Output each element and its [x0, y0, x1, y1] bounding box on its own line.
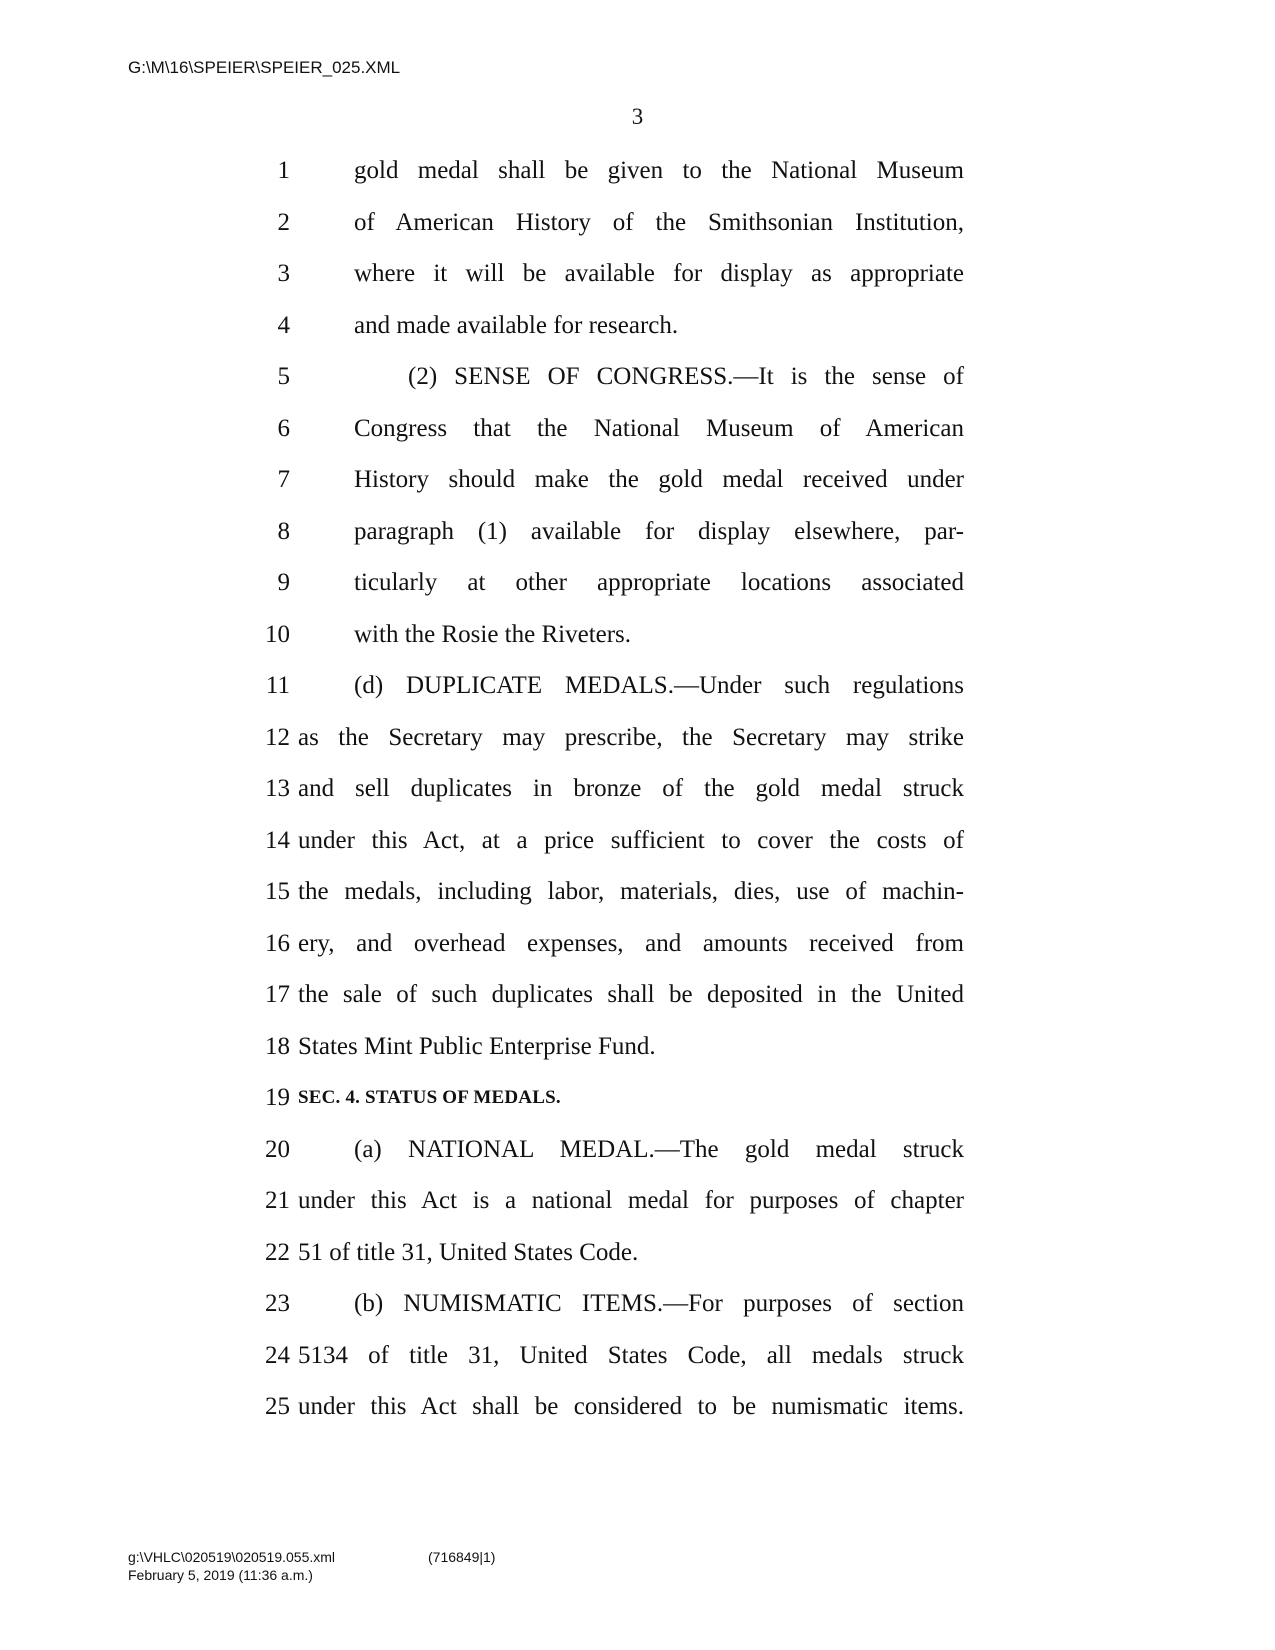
- line-number: 23: [265, 1290, 290, 1317]
- bill-line: [0, 1020, 1275, 1074]
- line-number: 16: [265, 929, 290, 957]
- line-number: 17: [265, 981, 290, 1008]
- bill-line: [0, 1277, 1275, 1331]
- bill-line: [0, 505, 1275, 559]
- line-number: 19: [265, 1084, 290, 1111]
- line-number: 4: [277, 311, 290, 339]
- bill-line: [0, 299, 1275, 353]
- line-number: 20: [265, 1135, 290, 1163]
- bill-line: [0, 1174, 1275, 1228]
- line-text: gold medal shall be given to the National Museum: [354, 157, 964, 184]
- line-text: 51 of title 31, United States Code.: [298, 1238, 639, 1266]
- section-heading: SEC. 4. STATUS OF MEDALS.: [298, 1087, 561, 1108]
- line-number: 2: [277, 208, 290, 236]
- line-number: 3: [277, 260, 290, 287]
- bill-line: [0, 144, 1275, 198]
- bill-line: [0, 814, 1275, 868]
- footer: [128, 1548, 496, 1584]
- line-number: 6: [277, 414, 290, 442]
- line-number: 5: [277, 363, 290, 390]
- bill-line: [0, 968, 1275, 1022]
- bill-line: [0, 608, 1275, 662]
- bill-line: [0, 762, 1275, 816]
- line-text: under this Act, at a price sufficient to cover the costs of: [298, 826, 964, 854]
- line-number: 24: [265, 1341, 290, 1369]
- line-number: 18: [265, 1032, 290, 1060]
- line-number: 14: [265, 826, 290, 854]
- bill-line: [0, 1123, 1275, 1177]
- bill-line: [0, 1380, 1275, 1434]
- footer-document-id: (716849|1): [428, 1549, 496, 1565]
- line-text: where it will be available for display as appropriate: [354, 260, 964, 287]
- bill-line: [0, 659, 1275, 713]
- line-number: 7: [277, 466, 290, 493]
- line-text: (d) DUPLICATE MEDALS.—Under such regulations: [354, 672, 964, 699]
- line-number: 22: [265, 1238, 290, 1266]
- line-number: 1: [277, 157, 290, 184]
- line-text: (a) NATIONAL MEDAL.—The gold medal struck: [354, 1135, 964, 1163]
- line-text: under this Act is a national medal for purposes of chapter: [298, 1187, 964, 1214]
- line-number: 21: [265, 1187, 290, 1214]
- line-number: 11: [265, 672, 290, 699]
- line-number: 12: [265, 723, 290, 751]
- line-text: as the Secretary may prescribe, the Secretary may strike: [298, 723, 964, 751]
- bill-line: [0, 917, 1275, 971]
- line-text: with the Rosie the Riveters.: [354, 620, 632, 648]
- footer-date: February 5, 2019 (11:36 a.m.): [128, 1567, 313, 1583]
- header-file-path: G:\M\16\SPEIER\SPEIER_025.XML: [128, 58, 401, 77]
- bill-line: [0, 1329, 1275, 1383]
- line-text: ticularly at other appropriate locations associated: [354, 569, 964, 596]
- line-text: under this Act shall be considered to be numismatic items.: [298, 1393, 964, 1420]
- bill-line: [0, 1226, 1275, 1280]
- line-number: 10: [265, 620, 290, 648]
- line-text: ery, and overhead expenses, and amounts received from: [298, 929, 964, 957]
- bill-line: [0, 556, 1275, 610]
- line-text: paragraph (1) available for display elsewhere, par-: [354, 517, 964, 545]
- footer-file-path: g:\VHLC\020519\020519.055.xml: [128, 1549, 336, 1565]
- line-text: (2) SENSE OF CONGRESS.—It is the sense of: [408, 363, 964, 390]
- line-number: 8: [277, 517, 290, 545]
- line-text: States Mint Public Enterprise Fund.: [298, 1032, 656, 1060]
- line-text: (b) NUMISMATIC ITEMS.—For purposes of section: [354, 1290, 964, 1317]
- line-text: the sale of such duplicates shall be deposited in the United: [298, 981, 964, 1008]
- bill-line: [0, 402, 1275, 456]
- line-number: 13: [265, 775, 290, 802]
- bill-line: [0, 1071, 1275, 1125]
- line-number: 25: [265, 1393, 290, 1420]
- line-text: 5134 of title 31, United States Code, all medals struck: [298, 1341, 964, 1369]
- line-text: Congress that the National Museum of American: [354, 414, 964, 442]
- line-text: the medals, including labor, materials, dies, use of machin-: [298, 878, 964, 905]
- bill-line: [0, 711, 1275, 765]
- bill-line: [0, 865, 1275, 919]
- line-text: and sell duplicates in bronze of the gold medal struck: [298, 775, 964, 802]
- page-number: 3: [631, 104, 644, 129]
- line-number: 15: [265, 878, 290, 905]
- line-text: History should make the gold medal received under: [354, 466, 964, 493]
- bill-line: [0, 453, 1275, 507]
- line-number: 9: [277, 569, 290, 596]
- bill-line: [0, 196, 1275, 250]
- bill-line: [0, 247, 1275, 301]
- line-text: of American History of the Smithsonian Institution,: [354, 208, 964, 236]
- bill-line: [0, 350, 1275, 404]
- line-text: and made available for research.: [354, 311, 679, 339]
